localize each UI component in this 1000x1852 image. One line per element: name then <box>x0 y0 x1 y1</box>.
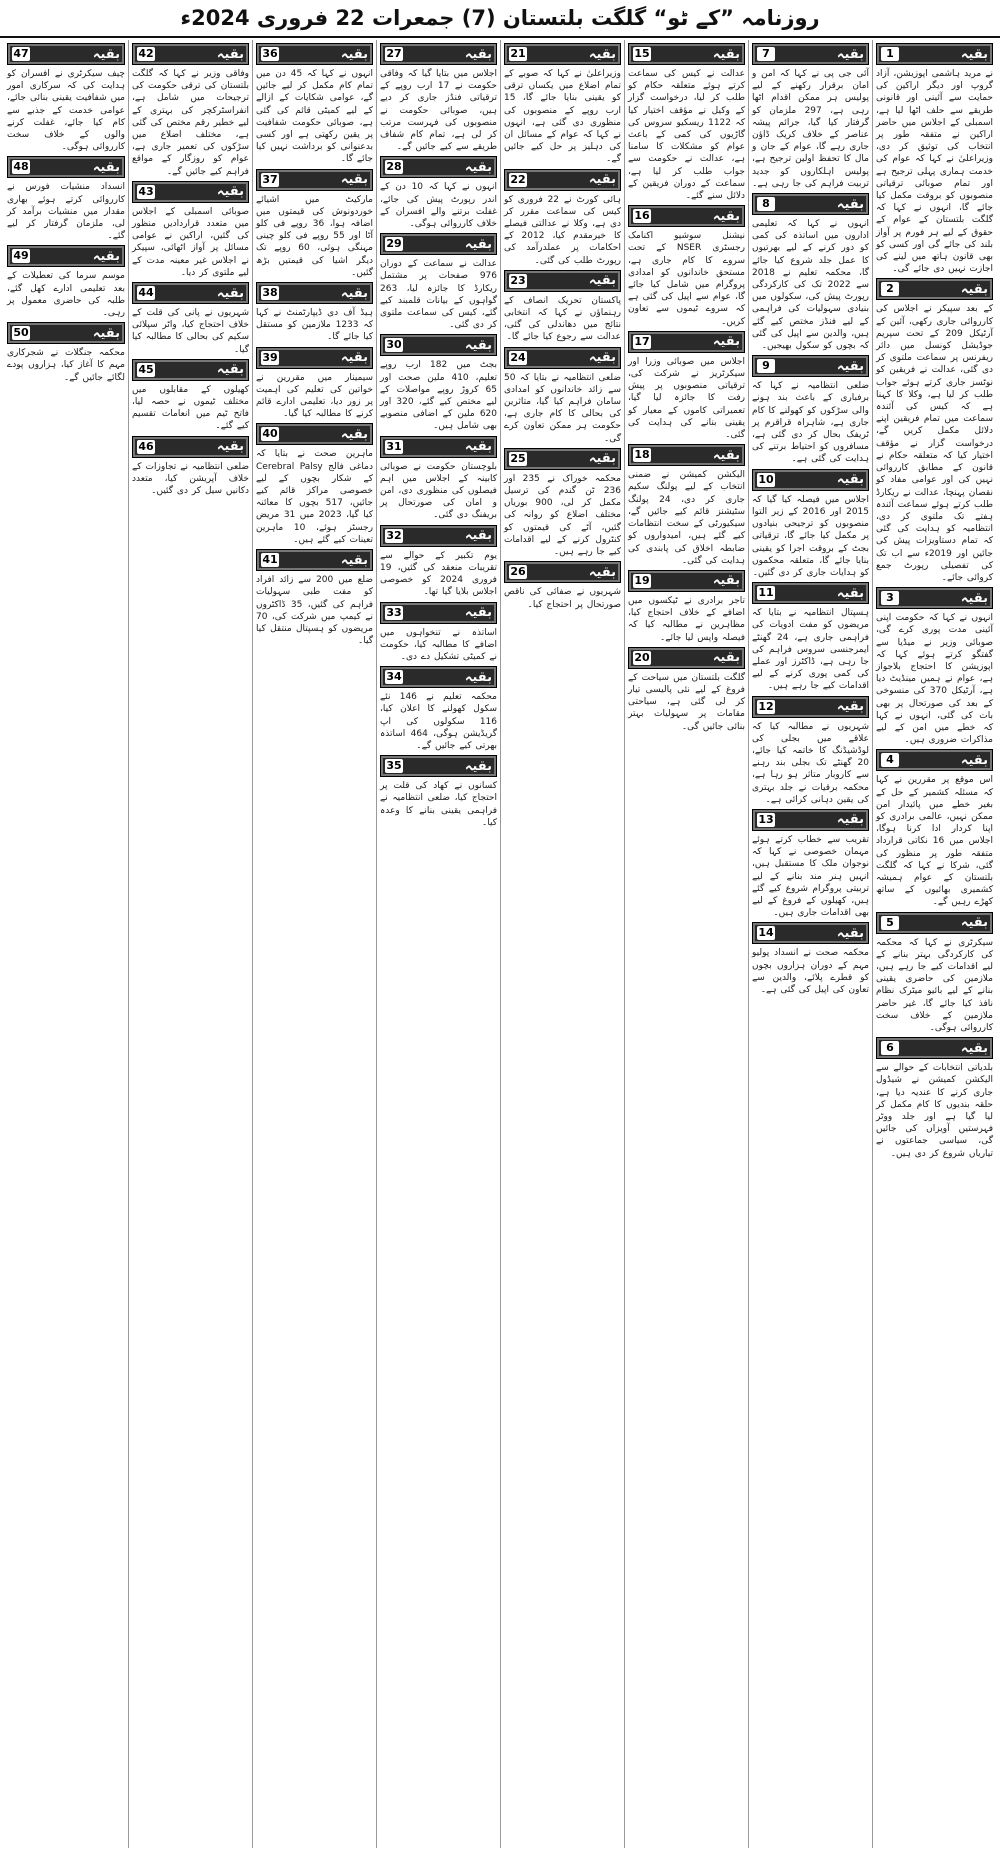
continuation-badge <box>132 282 249 304</box>
continuation-number: 6 <box>881 1041 899 1055</box>
article-text: نیشنل سوشیو اکنامک رجسٹری NSER کے تحت سروے کا کام جاری ہے، مستحق خاندانوں کو امدادی پروگرام میں شامل کیا جائے گا، عوام سے اپیل کی گئی ہے کہ سروے ٹیموں سے تعاون کریں۔ <box>628 231 745 327</box>
continuation-label: بقیہ <box>340 285 368 301</box>
article-text: محکمہ جنگلات نے شجرکاری مہم کا آغاز کیا، ہزاروں پودے لگائے جائیں گے۔ <box>7 348 125 383</box>
continuation-label: بقیہ <box>588 46 616 62</box>
continuation-item <box>628 43 745 202</box>
continuation-label: بقیہ <box>960 281 988 297</box>
continuation-item <box>628 331 745 441</box>
continuation-label: بقیہ <box>712 208 740 224</box>
article-text: محکمہ صحت نے انسداد پولیو مہم کے دوران ہزاروں بچوں کو قطرے پلائے، والدین سے تعاون کی اپیل کی گئی ہے۔ <box>752 948 869 995</box>
article-text: ہسپتال انتظامیہ نے بتایا کہ مریضوں کو مفت ادویات کی فراہمی جاری ہے، 24 گھنٹے ایمرجنسی سروس فراہم کی جا رہی ہے، ڈاکٹرز اور عملے کی کمی پوری کرنے کے لیے اقدامات کیے جا رہے ہیں۔ <box>752 608 869 692</box>
continuation-number: 7 <box>757 47 775 61</box>
article-text: شہریوں نے پانی کی قلت کے خلاف احتجاج کیا، واٹر سپلائی سکیم کی بحالی کا مطالبہ کیا گیا۔ <box>132 308 249 355</box>
continuation-label: بقیہ <box>836 472 864 488</box>
continuation-number: 26 <box>510 565 526 579</box>
continuation-label: بقیہ <box>712 334 740 350</box>
continuation-number: 1 <box>881 47 899 61</box>
continuation-number: 17 <box>634 334 650 348</box>
continuation-number: 48 <box>13 160 29 174</box>
continuation-number: 44 <box>138 286 154 300</box>
continuation-item <box>504 347 621 445</box>
article-text: چیف سیکرٹری نے افسران کو ہدایت کی کہ سرکاری امور میں شفافیت یقینی بنائی جائے، عوامی خدمت کے جذبے سے کام کیا جائے، غفلت کرنے والوں کے خلاف سخت کارروائی ہوگی۔ <box>7 69 125 153</box>
continuation-number: 11 <box>758 586 774 600</box>
continuation-badge <box>504 169 621 191</box>
continuation-badge <box>752 696 869 718</box>
continuation-label: بقیہ <box>340 426 368 442</box>
continuation-badge <box>752 922 869 944</box>
continuation-item <box>7 156 125 242</box>
article-text: وزیراعلیٰ نے کہا کہ صوبے کے تمام اضلاع میں یکساں ترقی کو یقینی بنایا جائے گا، 15 ارب روپے کے منصوبوں کی منظوری دی گئی ہے، انہوں نے کہا کہ عوام کے مسائل ان کی دہلیز پر حل کیے جائیں گے۔ <box>504 69 621 165</box>
article-text: بلدیاتی انتخابات کے حوالے سے الیکشن کمیشن نے شیڈول جاری کرنے کا عندیہ دیا ہے، حلقہ بندیوں کا کام مکمل کر لیا گیا ہے اور جلد ووٹر فہرستیں آویزاں کی جائیں گی، سیاسی جماعتوں نے تیاریاں شروع کر دی ہیں۔ <box>876 1063 993 1159</box>
continuation-label: بقیہ <box>588 564 616 580</box>
continuation-item <box>504 43 621 166</box>
continuation-badge <box>380 666 497 688</box>
continuation-badge <box>380 156 497 178</box>
continuation-badge <box>628 331 745 353</box>
masthead <box>0 0 1000 38</box>
continuation-number: 24 <box>510 350 526 364</box>
continuation-label: بقیہ <box>340 172 368 188</box>
article-text: بلوچستان حکومت نے صوبائی کابینہ کے اجلاس میں اہم فیصلوں کی منظوری دی، امن و امان کی صورتحال پر بریفنگ دی گئی۔ <box>380 461 497 521</box>
continuation-label: بقیہ <box>960 590 988 606</box>
continuation-badge <box>132 436 249 458</box>
continuation-label: بقیہ <box>836 358 864 374</box>
article-text: کسانوں نے کھاد کی قلت پر احتجاج کیا، ضلعی انتظامیہ نے فراہمی یقینی بنانے کا وعدہ کیا۔ <box>380 781 497 828</box>
continuation-item <box>256 169 373 279</box>
article-text: اجلاس میں صوبائی وزرا اور سیکرٹریز نے شرکت کی، ترقیاتی منصوبوں پر پیش رفت کا جائزہ لیا گیا، تعمیراتی کاموں کے معیار کو یقینی بنانے کی ہدایت کی گئی۔ <box>628 356 745 441</box>
continuation-badge <box>876 912 993 934</box>
article-text: کھیلوں کے مقابلوں میں مختلف ٹیموں نے حصہ لیا، فاتح ٹیم میں انعامات تقسیم کیے گئے۔ <box>132 384 249 432</box>
continuation-item <box>504 169 621 267</box>
page-title: روزنامہ ”کے ٹو“ گلگت بلتستان (7) جمعرات 22 فروری 2024ء <box>180 6 820 30</box>
article-text: ضلع میں 200 سے زائد افراد کو مفت طبی سہولیات فراہم کی گئیں، 35 ڈاکٹروں نے کیمپ میں شرکت کی، 70 مریضوں کو ہسپتال منتقل کیا گیا۔ <box>256 575 373 647</box>
continuation-badge <box>7 322 125 344</box>
continuation-badge <box>628 205 745 227</box>
continuation-label: بقیہ <box>340 46 368 62</box>
continuation-number: 27 <box>386 47 402 60</box>
continuation-item <box>256 423 373 546</box>
article-text: یوم تکبیر کے حوالے سے تقریبات منعقد کی گئیں، 19 فروری 2024 کو خصوصی اجلاس بلایا گیا تھا۔ <box>380 550 497 598</box>
continuation-item <box>752 193 869 352</box>
article-text: عدالت نے کیس کی سماعت کرتے ہوئے متعلقہ حکام کو طلب کر لیا، درخواست گزار کے وکیل نے مؤقف اختیار کیا کہ 1122 ریسکیو سروس کی گاڑیوں کی کمی کے باعث عوام کو مشکلات کا سامنا ہے، عدالت نے حکومت سے جواب طلب کر لیا ہے، سماعت کے دوران فریقین کے دلائل سنے گئے۔ <box>628 69 745 202</box>
continuation-label: بقیہ <box>216 184 244 200</box>
article-text: صوبائی اسمبلی کے اجلاس میں متعدد قراردادیں منظور کی گئیں، اراکین نے عوامی مسائل پر آواز اٹھائی، سپیکر نے اجلاس غیر معینہ مدت کے لیے ملتوی کر دیا۔ <box>132 206 249 278</box>
continuation-item <box>380 43 497 153</box>
continuation-number: 34 <box>386 670 402 684</box>
continuation-number: 5 <box>881 916 899 930</box>
continuation-label: بقیہ <box>340 552 368 568</box>
continuation-number: 31 <box>386 439 402 453</box>
continuation-item <box>628 444 745 567</box>
text-column <box>624 40 748 1848</box>
continuation-number: 9 <box>757 359 775 373</box>
article-text: سیمینار میں مقررین نے خواتین کی تعلیم کی اہمیت پر زور دیا، تعلیمی ادارے قائم کرنے کا مطالبہ کیا گیا۔ <box>256 372 373 420</box>
continuation-label: بقیہ <box>712 447 740 463</box>
continuation-item <box>256 43 373 166</box>
continuation-item <box>876 43 993 275</box>
continuation-number: 18 <box>634 448 650 462</box>
continuation-number: 25 <box>510 451 526 465</box>
continuation-number: 13 <box>758 812 774 826</box>
continuation-label: بقیہ <box>464 159 492 175</box>
continuation-label: بقیہ <box>464 605 492 620</box>
continuation-label: بقیہ <box>836 812 864 828</box>
continuation-number: 3 <box>881 591 899 605</box>
continuation-label: بقیہ <box>216 285 244 301</box>
continuation-number: 49 <box>13 249 29 263</box>
continuation-badge <box>876 43 993 65</box>
article-text: ضلعی انتظامیہ نے کہا کہ برفباری کے باعث بند ہونے والی سڑکوں کو کھولنے کا کام جاری ہے، شاہراہ قراقرم پر ٹریفک بحال کر دی گئی ہے، مسافروں کو احتیاط برتنے کی ہدایت کی گئی ہے۔ <box>752 381 869 465</box>
continuation-label: بقیہ <box>92 325 120 341</box>
continuation-label: بقیہ <box>216 439 244 455</box>
continuation-item <box>752 809 869 919</box>
continuation-number: 38 <box>262 286 278 300</box>
continuation-number: 28 <box>386 160 402 174</box>
continuation-label: بقیہ <box>464 337 492 353</box>
article-text: اجلاس میں فیصلہ کیا گیا کہ 2015 اور 2016 کے زیر التوا منصوبوں کو ترجیحی بنیادوں پر مکمل کیا جائے گا، ترقیاتی بجٹ کے بروقت اجرا کو یقینی بنایا جائے گا، متعلقہ محکموں کو ہدایات جاری کر دی گئیں۔ <box>752 494 869 578</box>
continuation-badge <box>752 43 869 65</box>
continuation-item <box>752 696 869 806</box>
continuation-label: بقیہ <box>464 236 492 252</box>
article-text: اجلاس میں بتایا گیا کہ وفاقی حکومت نے 17 ارب روپے کے ترقیاتی فنڈز جاری کر دیے ہیں، صوبائی حکومت نے منصوبوں کی فہرست مرتب کر لی ہے، تمام کام شفاف طریقے سے کیے جائیں گے۔ <box>380 69 497 153</box>
continuation-item <box>7 245 125 319</box>
continuation-item <box>256 282 373 344</box>
continuation-number: 30 <box>386 338 402 352</box>
continuation-badge <box>752 469 869 491</box>
continuation-item <box>380 436 497 522</box>
article-text: ضلعی انتظامیہ نے بتایا کہ 50 سے زائد خاندانوں کو امدادی سامان فراہم کیا گیا، متاثرین کی بحالی کا کام جاری ہے، حکومت ہر ممکن تعاون کرے گی۔ <box>504 372 621 444</box>
columns-container <box>4 40 996 1848</box>
continuation-label: بقیہ <box>960 46 988 62</box>
continuation-item <box>752 43 869 190</box>
continuation-badge <box>132 181 249 203</box>
article-text: موسم سرما کی تعطیلات کے بعد تعلیمی ادارے کھل گئے، طلبہ کی حاضری معمول پر رہی۔ <box>7 271 125 319</box>
continuation-label: بقیہ <box>836 46 864 62</box>
continuation-badge <box>504 270 621 292</box>
continuation-badge <box>256 43 373 65</box>
article-text: پاکستان تحریک انصاف کے رہنماؤں نے کہا کہ انتخابی نتائج میں دھاندلی کی گئی، عدالت سے رجوع کیا جائے گا۔ <box>504 295 621 343</box>
continuation-badge <box>876 1037 993 1059</box>
continuation-number: 8 <box>757 197 775 211</box>
text-column <box>748 40 872 1848</box>
continuation-item <box>256 347 373 421</box>
continuation-badge <box>504 448 621 470</box>
article-text: انہوں نے کہا کہ تعلیمی اداروں میں اساتذہ کی کمی کو دور کرنے کے لیے بھرتیوں کا عمل جلد شروع کیا جائے گا، محکمہ تعلیم نے 2018 سے 2022 تک کی کارکردگی رپورٹ پیش کی، سکولوں میں بنیادی سہولیات کی فراہمی کے لیے فنڈز مختص کیے گئے ہیں، والدین سے اپیل کی گئی کہ بچوں کو سکول بھیجیں۔ <box>752 219 869 352</box>
continuation-label: بقیہ <box>92 46 120 62</box>
continuation-label: بقیہ <box>836 585 864 601</box>
continuation-item <box>132 43 249 178</box>
continuation-number: 21 <box>510 47 526 60</box>
continuation-number: 29 <box>386 237 402 251</box>
continuation-item <box>380 334 497 432</box>
continuation-badge <box>7 156 125 178</box>
continuation-item <box>380 755 497 829</box>
continuation-badge <box>752 355 869 377</box>
article-text: انسداد منشیات فورس نے کارروائی کرتے ہوئے بھاری مقدار میں منشیات برآمد کر لی، ملزمان گرفتار کر لیے گئے۔ <box>7 182 125 242</box>
continuation-item <box>380 233 497 331</box>
continuation-number: 43 <box>138 184 154 198</box>
continuation-item <box>504 270 621 344</box>
continuation-label: بقیہ <box>836 925 864 941</box>
continuation-badge <box>256 347 373 369</box>
continuation-badge <box>380 755 497 777</box>
continuation-number: 40 <box>262 427 278 441</box>
continuation-badge <box>380 525 497 547</box>
continuation-badge <box>752 582 869 604</box>
continuation-number: 15 <box>634 47 650 60</box>
continuation-item <box>876 912 993 1035</box>
text-column <box>500 40 624 1848</box>
continuation-label: بقیہ <box>464 669 492 685</box>
article-text: ہائی کورٹ نے 22 فروری کو کیس کی سماعت مقرر کر دی ہے، وکلا نے عدالتی فیصلے کا خیرمقدم کیا، 2012 کے احکامات پر عملدرآمد کی رپورٹ طلب کی گئی۔ <box>504 194 621 266</box>
continuation-badge <box>876 587 993 609</box>
continuation-badge <box>256 549 373 571</box>
article-text: وفاقی وزیر نے کہا کہ گلگت بلتستان کی ترقی حکومت کی ترجیحات میں شامل ہے، انفراسٹرکچر کی بہتری کے لیے خطیر رقم مختص کی گئی ہے، مختلف اضلاع میں سڑکوں کی تعمیر جاری ہے، عوام کو روزگار کے مواقع فراہم کیے جائیں گے۔ <box>132 69 249 177</box>
continuation-number: 42 <box>138 47 154 60</box>
continuation-item <box>380 666 497 752</box>
article-text: شہریوں نے مطالبہ کیا کہ علاقے میں بجلی کی لوڈشیڈنگ کا خاتمہ کیا جائے، 20 گھنٹے تک بجلی بند رہنے سے کاروبار متاثر ہو رہا ہے، محکمہ برقیات نے جلد بہتری کی یقین دہانی کرائی ہے۔ <box>752 721 869 805</box>
continuation-label: بقیہ <box>216 362 244 378</box>
article-text: محکمہ تعلیم نے 146 نئے سکول کھولنے کا اعلان کیا، 116 سکولوں کی اپ گریڈیشن ہوگی، 464 اساتذہ بھرتی کیے جائیں گے۔ <box>380 692 497 751</box>
continuation-number: 22 <box>510 172 526 186</box>
continuation-number: 20 <box>634 650 650 664</box>
continuation-number: 2 <box>881 282 899 296</box>
continuation-badge <box>7 245 125 267</box>
continuation-label: بقیہ <box>960 915 988 931</box>
article-text: ماہرین صحت نے بتایا کہ دماغی فالج Cerebral Palsy کے شکار بچوں کے لیے خصوصی مراکز قائم کیے جائیں، 517 بچوں کا معائنہ کیا گیا، 2023 میں 31 مریض رجسٹر ہوئے، 10 ماہرین تعینات کیے گئے ہیں۔ <box>256 449 373 545</box>
article-text: سیکرٹری نے کہا کہ محکمہ کی کارکردگی بہتر بنانے کے لیے اقدامات کیے جا رہے ہیں، ملازمین کی حاضری یقینی بنانے کے لیے بائیو میٹرک نظام نافذ کیا جائے گا، غیر حاضر ملازمین کے خلاف سخت کارروائی ہوگی۔ <box>876 937 993 1034</box>
continuation-badge <box>380 334 497 356</box>
continuation-number: 14 <box>758 926 774 940</box>
continuation-item <box>256 549 373 647</box>
continuation-item <box>504 448 621 558</box>
continuation-badge <box>256 282 373 304</box>
continuation-number: 37 <box>262 172 278 186</box>
continuation-badge <box>504 347 621 369</box>
article-text: عدالت نے سماعت کے دوران 976 صفحات پر مشتمل ریکارڈ کا جائزہ لیا، 263 گواہوں کے بیانات قلمبند کیے گئے، کیس کی سماعت ملتوی کر دی گئی۔ <box>380 259 497 331</box>
continuation-badge <box>380 436 497 458</box>
continuation-item <box>504 561 621 610</box>
text-column <box>4 40 128 1848</box>
continuation-number: 10 <box>758 472 774 486</box>
continuation-label: بقیہ <box>588 451 616 467</box>
continuation-badge <box>628 444 745 466</box>
continuation-number: 12 <box>758 699 774 713</box>
article-text: الیکشن کمیشن نے ضمنی انتخاب کے لیے پولنگ سکیم جاری کر دی، 24 پولنگ سٹیشنز قائم کیے جائیں گے، سیکیورٹی کے سخت انتظامات کیے گئے ہیں، امیدواروں کو ضابطہ اخلاق کی پابندی کی ہدایت کی گئی۔ <box>628 470 745 566</box>
continuation-badge <box>256 169 373 191</box>
continuation-badge <box>256 423 373 445</box>
continuation-badge <box>752 193 869 215</box>
continuation-item <box>876 749 993 908</box>
article-text: نے مرید ہاشمی اپوزیشن، آزاد گروپ اور دیگر اراکین کی حمایت سے آئینی اور قانونی طریقے سے حلف اٹھا لیا ہے، اسمبلی کے اجلاس میں حاضر اراکین نے متفقہ طور پر انتخاب کی توثیق کر دی، وزیراعلیٰ نے کہا کہ عوام کی خدمت ہماری پہلی ترجیح ہے اور تمام صوبائی ترقیاتی منصوبوں کو بروقت مکمل کیا جائے گا، انہوں نے کہا کہ گلگت بلتستان کے عوام کے حقوق کے لیے ہر فورم پر آواز بلند کی جائے گی اور کسی کو بھی قانون ہاتھ میں لینے کی اجازت نہیں دی جائے گی۔ <box>876 69 993 275</box>
article-text: کے بعد سپیکر نے اجلاس کی کارروائی جاری رکھی، آئین کے آرٹیکل 209 کے تحت سپریم جوڈیشل کونسل میں دائر ریفرنس پر سماعت ملتوی کر دی گئی، عدالت نے فریقین کو نوٹسز جاری کرتے ہوئے جواب طلب کر لیا ہے، وکلا کا کہنا ہے کہ کیس کی آئندہ سماعت میں تمام فریقین اپنے دلائل مکمل کریں گے، درخواست گزار نے مؤقف اختیار کیا کہ متعلقہ حکام نے قانون کے مطابق کارروائی نہیں کی اور عوامی مفاد کو نقصان پہنچا، عدالت نے ریکارڈ طلب کرتے ہوئے سماعت آئندہ ہفتے تک ملتوی کر دی، انتظامیہ کو ہدایت کی گئی کہ تمام دستاویزات پیش کی جائیں اور 2019ء سے اب تک کی تفصیلی رپورٹ جمع کروائی جائے۔ <box>876 304 993 583</box>
continuation-number: 41 <box>262 553 278 567</box>
text-column <box>128 40 252 1848</box>
continuation-badge <box>380 233 497 255</box>
continuation-number: 4 <box>881 753 899 767</box>
continuation-badge <box>380 602 497 624</box>
continuation-number: 19 <box>634 573 650 587</box>
article-text: محکمہ خوراک نے 235 اور 236 ٹن گندم کی ترسیل مکمل کر لی، 900 بوریاں مختلف اضلاع کو روانہ کی گئیں، آٹے کی قیمتوں کو کنٹرول کرنے کے لیے اقدامات کیے جا رہے ہیں۔ <box>504 473 621 558</box>
continuation-label: بقیہ <box>340 350 368 366</box>
continuation-label: بقیہ <box>92 159 120 175</box>
continuation-item <box>380 602 497 664</box>
continuation-number: 46 <box>138 439 154 453</box>
continuation-item <box>752 922 869 996</box>
article-text: انہوں نے کہا کہ 45 دن میں تمام کام مکمل کر لیے جائیں گے، عوامی شکایات کے ازالے کے لیے کمیٹی قائم کی گئی ہے، صوبائی حکومت شفافیت پر یقین رکھتی ہے اور کسی بدعنوانی کو برداشت نہیں کیا جائے گا۔ <box>256 69 373 165</box>
continuation-badge <box>628 647 745 669</box>
continuation-item <box>752 355 869 465</box>
continuation-badge <box>876 278 993 300</box>
continuation-item <box>628 647 745 733</box>
continuation-badge <box>752 809 869 831</box>
continuation-item <box>7 322 125 384</box>
continuation-badge <box>876 749 993 771</box>
article-text: ہیڈ آف دی ڈیپارٹمنٹ نے کہا کہ 1233 ملازمین کو مستقل کیا جائے گا۔ <box>256 308 373 343</box>
continuation-label: بقیہ <box>588 172 616 188</box>
continuation-label: بقیہ <box>712 650 740 666</box>
continuation-label: بقیہ <box>712 573 740 589</box>
article-text: تاجر برادری نے ٹیکسوں میں اضافے کے خلاف احتجاج کیا، مظاہرین نے مطالبہ کیا کہ فیصلہ واپس لیا جائے۔ <box>628 595 745 643</box>
continuation-item <box>132 282 249 356</box>
text-column <box>252 40 376 1848</box>
continuation-item <box>628 570 745 644</box>
article-text: انہوں نے کہا کہ 10 دن کے اندر رپورٹ پیش کی جائے، غفلت برتنے والے افسران کے خلاف کارروائی ہوگی۔ <box>380 182 497 230</box>
continuation-item <box>380 525 497 599</box>
continuation-item <box>876 1037 993 1160</box>
text-column <box>376 40 500 1848</box>
continuation-badge <box>132 359 249 381</box>
continuation-label: بقیہ <box>588 273 616 289</box>
continuation-item <box>132 436 249 498</box>
continuation-number: 47 <box>13 47 29 60</box>
continuation-label: بقیہ <box>712 46 740 62</box>
article-text: مارکیٹ میں اشیائے خوردونوش کی قیمتوں میں اضافہ ہوا، 36 روپے فی کلو آٹا اور 55 روپے فی کلو چینی مہنگی ہوئی، 60 روپے تک دیگر اشیا کی قیمتیں بڑھ گئیں۔ <box>256 194 373 278</box>
continuation-label: بقیہ <box>464 528 492 544</box>
continuation-item <box>752 582 869 692</box>
article-text: آئی جی پی نے کہا کہ امن و امان برقرار رکھنے کے لیے پولیس ہر ممکن اقدام اٹھا رہی ہے، 297 ملزمان کو گرفتار کیا گیا، جرائم پیشہ عناصر کے خلاف کریک ڈاؤن جاری رہے گا، عوام کے جان و مال کا تحفظ اولین ترجیح ہے، پولیس اہلکاروں کو جدید تربیت فراہم کی جا رہی ہے۔ <box>752 69 869 189</box>
continuation-item <box>628 205 745 328</box>
continuation-badge <box>628 570 745 592</box>
article-text: اساتذہ نے تنخواہوں میں اضافے کا مطالبہ کیا، حکومت نے کمیٹی تشکیل دے دی۔ <box>380 627 497 662</box>
continuation-badge <box>628 43 745 65</box>
continuation-badge <box>7 43 125 65</box>
continuation-number: 50 <box>13 326 29 340</box>
continuation-label: بقیہ <box>836 699 864 715</box>
continuation-label: بقیہ <box>836 196 864 212</box>
continuation-item <box>132 181 249 279</box>
article-text: شہریوں نے صفائی کی ناقص صورتحال پر احتجاج کیا۔ <box>504 587 621 610</box>
continuation-badge <box>504 561 621 583</box>
text-column <box>872 40 996 1848</box>
continuation-number: 23 <box>510 273 526 287</box>
continuation-item <box>876 587 993 746</box>
continuation-number: 45 <box>138 362 154 376</box>
article-text: تقریب سے خطاب کرتے ہوئے مہمان خصوصی نے کہا کہ نوجوان ملک کا مستقبل ہیں، انہیں ہنر مند بنانے کے لیے تربیتی پروگرام شروع کیے گئے ہیں، کھیلوں کے فروغ کے لیے بھی اقدامات جاری ہیں۔ <box>752 834 869 919</box>
continuation-number: 39 <box>262 350 278 364</box>
continuation-item <box>752 469 869 579</box>
continuation-label: بقیہ <box>216 46 244 62</box>
continuation-number: 16 <box>634 209 650 223</box>
article-text: انہوں نے کہا کہ حکومت اپنی آئینی مدت پوری کرے گی، صوبائی وزیر نے میڈیا سے گفتگو کرتے ہوئے کہا کہ اپوزیشن کا احتجاج بلاجواز ہے، عوام نے ہمیں مینڈیٹ دیا ہے، آرٹیکل 370 کی منسوخی کے بعد کی صورتحال پر بھی بات کی گئی، انہوں نے کہا کہ خطے میں امن کے لیے مذاکرات ضروری ہیں۔ <box>876 613 993 746</box>
continuation-item <box>876 278 993 584</box>
continuation-badge <box>132 43 249 65</box>
article-text: بجٹ میں 182 ارب روپے تعلیم، 410 ملین صحت اور 65 کروڑ روپے مواصلات کے لیے مختص کیے گئے، 320 اور 620 ملین کے اضافی منصوبے بھی شامل ہیں۔ <box>380 360 497 432</box>
continuation-number: 33 <box>386 605 402 619</box>
article-text: گلگت بلتستان میں سیاحت کے فروغ کے لیے نئی پالیسی تیار کر لی گئی ہے، سیاحتی مقامات پر سہولیات بہتر بنائی جائیں گی۔ <box>628 672 745 732</box>
continuation-label: بقیہ <box>464 46 492 62</box>
continuation-label: بقیہ <box>92 248 120 264</box>
continuation-label: بقیہ <box>960 752 988 768</box>
continuation-label: بقیہ <box>464 439 492 455</box>
continuation-item <box>132 359 249 433</box>
continuation-label: بقیہ <box>588 350 616 366</box>
article-text: اس موقع پر مقررین نے کہا کہ مسئلہ کشمیر کے حل کے بغیر خطے میں پائیدار امن ممکن نہیں، عالمی برادری کو اپنا کردار ادا کرنا ہوگا، اجلاس میں 16 نکاتی قرارداد متفقہ طور پر منظور کی گئی، شرکا نے کہا کہ گلگت بلتستان کے عوام ہمیشہ کشمیری بھائیوں کے ساتھ کھڑے رہیں گے۔ <box>876 775 993 908</box>
continuation-label: بقیہ <box>960 1040 988 1056</box>
article-text: ضلعی انتظامیہ نے تجاوزات کے خلاف آپریشن کیا، متعدد دکانیں سیل کر دی گئیں۔ <box>132 461 249 497</box>
continuation-number: 32 <box>386 528 402 542</box>
continuation-label: بقیہ <box>464 758 492 774</box>
continuation-item <box>7 43 125 153</box>
continuation-badge <box>380 43 497 65</box>
continuation-number: 36 <box>262 47 278 60</box>
continuation-item <box>380 156 497 230</box>
continuation-number: 35 <box>386 759 402 773</box>
continuation-badge <box>504 43 621 65</box>
